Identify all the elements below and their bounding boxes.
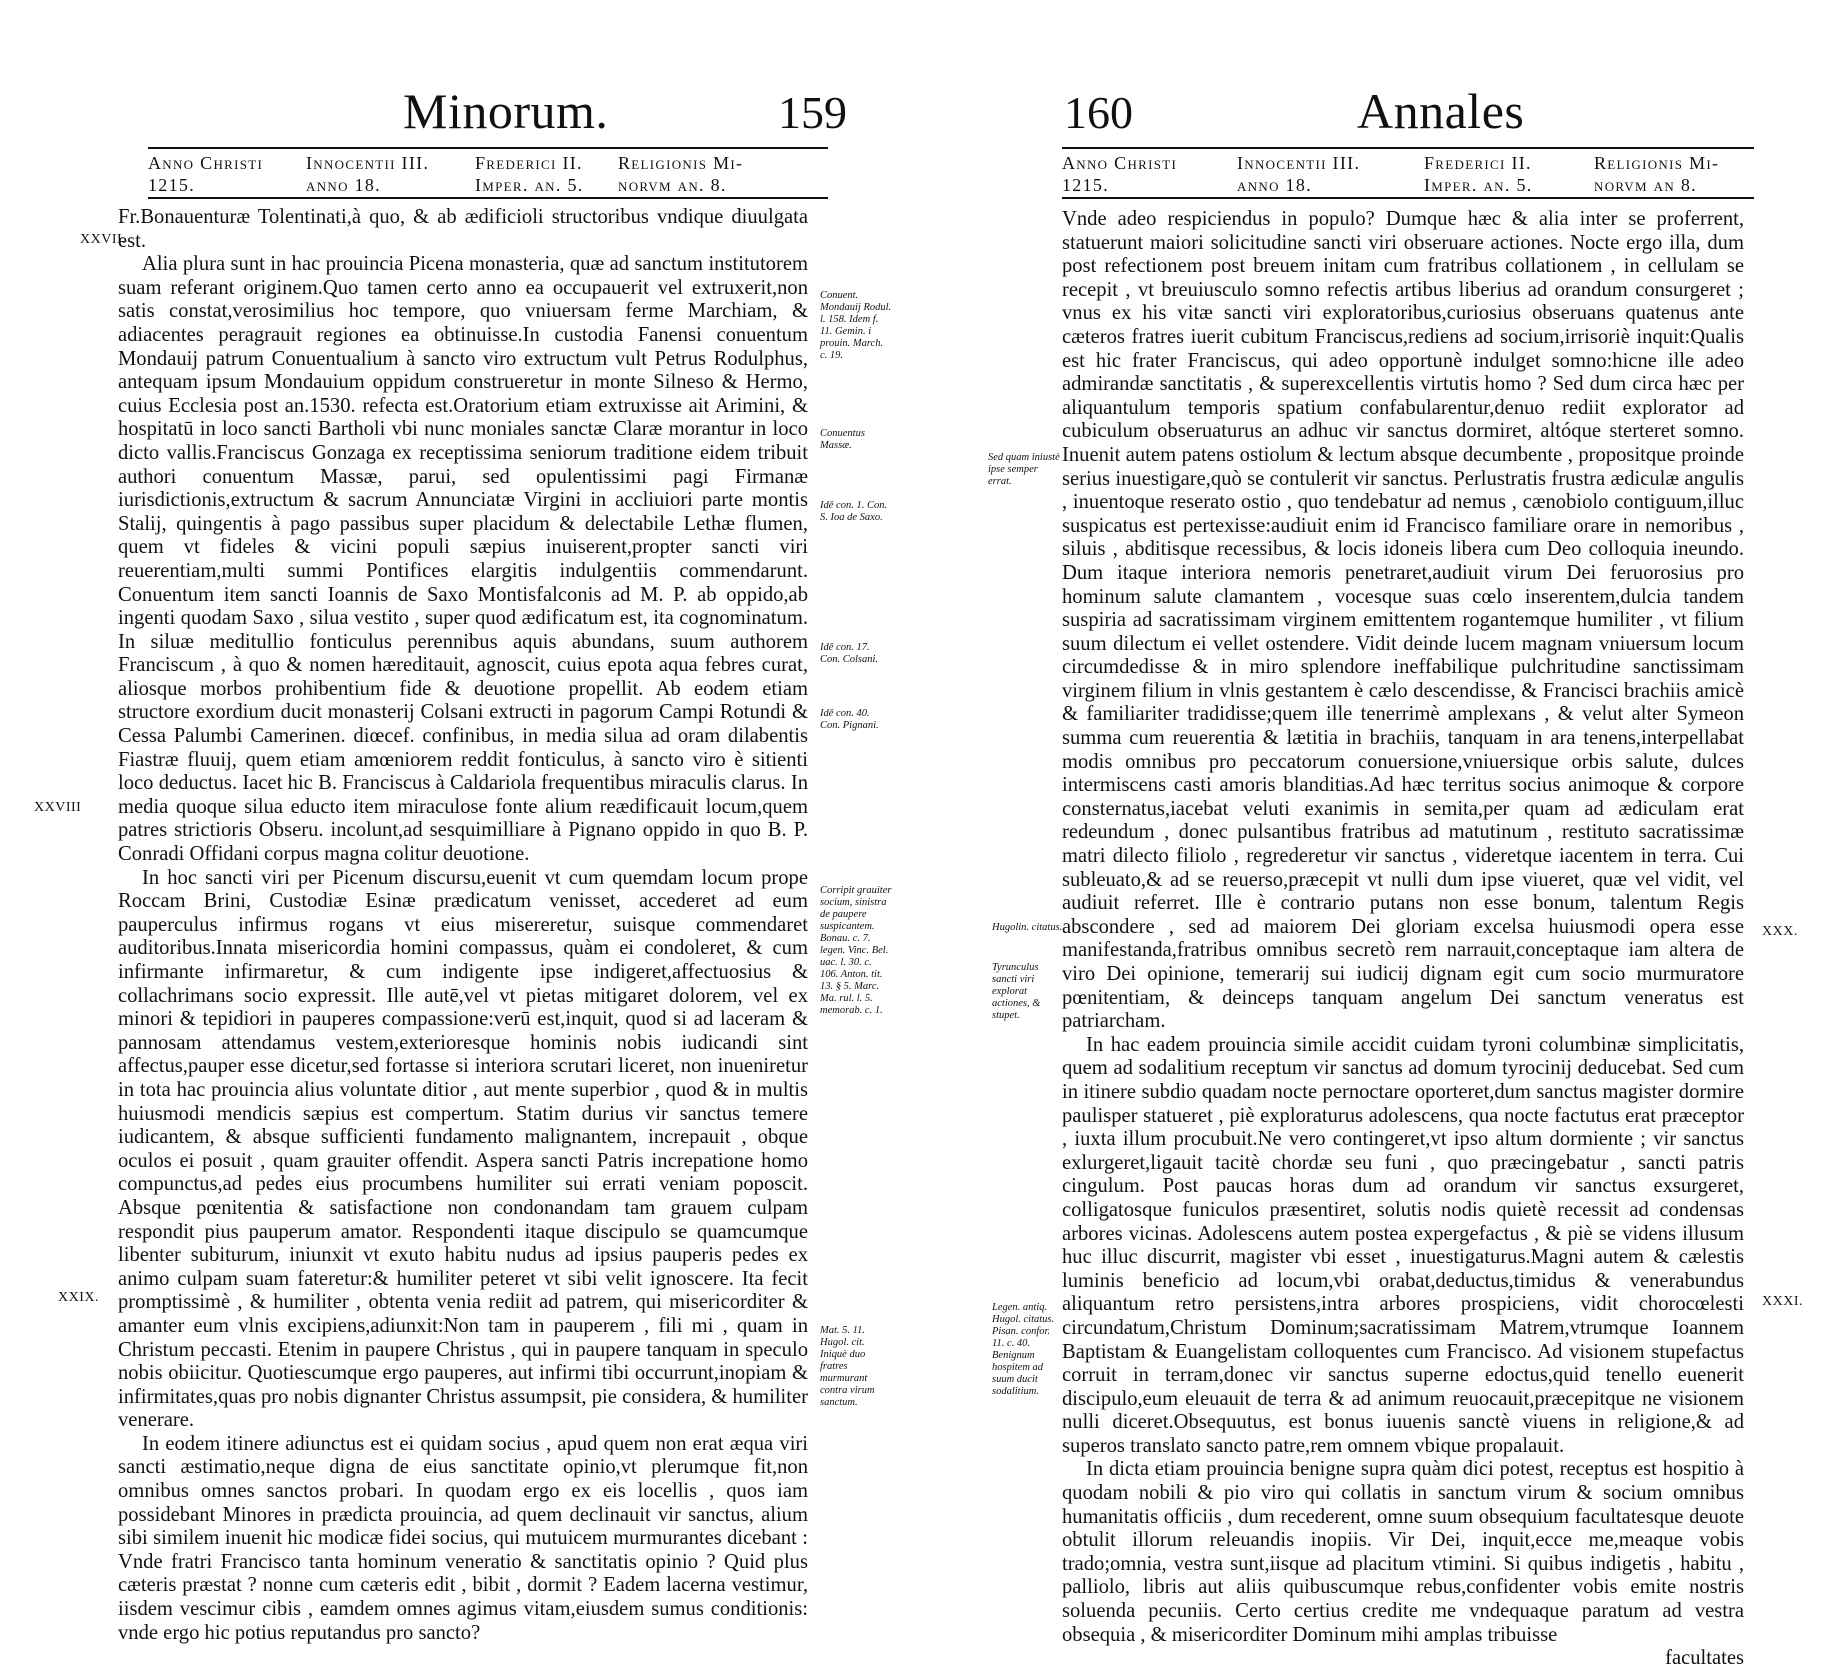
body-text	[1062, 208, 1744, 1671]
page-title: Minorum.	[403, 83, 609, 139]
header-frederici: Frederici II. Imper. an. 5.	[475, 153, 584, 195]
margin-note: Tyrunculus sancti viri explorat actiones, & stupet.	[992, 962, 1041, 1021]
section-number: XXVIII	[34, 800, 82, 815]
margin-note: Idē con. 1. Con. S. Ioa de Saxo.	[820, 500, 888, 523]
page-title: Annales	[1357, 83, 1525, 139]
header-innocentii: Innocentii III. anno 18.	[1237, 153, 1361, 195]
running-header	[148, 147, 828, 199]
page-number: 160	[1064, 87, 1133, 138]
margin-note: Corripit grauiter socium, sinistra de paupere suspicantem. Bonau. c. 7. legen. Vinc. Bel. uac. l. 30. c. 106. Anton. tit. 13. § 5. Marc. Ma. rul. l. 5. memorab. c. 1.	[820, 885, 892, 1016]
paragraph: Alia plura sunt in hac prouincia Picena monasteria, quæ ad sanctum institutorem suam referant originem.Quo tamen certo anno ea occupauerit vel extruxerit,non satis constat,verosimilius hoc tempore, quo vniuersam ferme Marchiam, & adiacentes peragrauit regiones ea obtinuisse.In custodia Fanensi conuentum Mondauij patrum Conuentualium à sancto viro extructum vult Petrus Rodulphus, antequam ipsum Mondauium oppidum construeretur in monte Silneso & Hermo, cuius Ecclesia post an.1530. refecta est.Oratorium etiam extruxisse ait Arimini, & hospitatū in loco sancti Bartholi vbi nunc moniales sanctæ Claræ morantur in loco dicto vallis.Franciscus Gonzaga ex receptissima seniorum traditione eidem tribuit authori conuentum Massæ, parui, sed opulentissimi pagi Firmanæ iurisdictionis,extructum & sacrum Annunciatæ Virgini in accliuiori parte montis Stalij, quingentis à pago passibus super placidum & delectabile Lethæ flumen, quem vt fideles & vicini populi sæpius inuiserent,propter sancti viri reuerentiam,multi summi Pontifices elargitis indulgentiis commendarunt. Conuentum item sancti Ioannis de Saxo Montisfalconis ad M. P. ab oppido,ab ingenti quodam Saxo , silua vestito , super quod ædificatum est, ita cognominatum. In siluæ meditullio fonticulus perennibus aquis abundans, suum authorem Franciscum , à quo & nomen hæreditauit, agnoscit, cuius epota aqua febres curat, aliosque morbos prohibentium fide & deuotione propellit. Ab eodem etiam structore exordium ducit monasterij Colsani extructi in pagorum Campi Rotundi & Cessa Palumbi Camerinen. diœcef. confinibus, in media silua ad oram dilabentis Fiastræ fluuij, quem etiam amœniorem reddit fonticulus, à sancto viro è sitienti loco deductus. Iacet hic B. Franciscus à Caldariola frequentibus miraculis clarus. In media quoque silua educto item miraculose fonte alium reædificauit locum,quem patres strictioris Obseru. incolunt,ad sesquimilliare à Pignano oppido in quo B. P. Conradi Offidani corpus magna colitur deuotione.	[118, 253, 808, 866]
header-religionis: Religionis Mi- norvm an 8.	[1594, 153, 1720, 195]
paragraph: In hac eadem prouincia simile accidit cuidam tyroni columbinæ simplicitatis, quem ad sodalitium receptum vir sanctus ad domum tyrocinij deducebat. Sed cum in itinere subdio quadam nocte pernoctare oporteret,dum sanctus magister dormire paulisper statueret , piè exploraturus adolescens, qua nocte factutus erat præceptor , iuxta illum procubuit.Ne vero contingeret,vt ipso altum dormiente ; vir sanctus exlurgeret,ligauit tacitè chordæ seu funi , quo præcingebatur , sancti patris cingulum. Post paucas horas dum ad orandum vir sanctus exsurgeret, colligatosque funiculos præsentiret, solutis nodis quietè recessit ad condensas arbores vicinas. Adolescens autem postea expergefactus , & piè se videns illusum huc illuc discurrit, magister vbi esset , inuestigaturus.Magni autem & cælestis luminis beneficio ad locum,vbi orabat,deductus,timidus & venerabundus aliquantum retro persistens,intra arbores prospiciens, vidit chorocœlesti circundatum,Christum Dominum;sacratissimam Matrem,vtrumque Ioannem Baptistam & Euangelistam colloquentes cum Francisco. Ad visionem stupefactus corruit in terram,donec vir sanctus superne edoctus,quid tenello euenerit discipulo,eum eleuauit de terra & ad animum reuocauit,præcepitque ne visionem nulli diceret.Obsequutus, est bonus iuuenis sanctè viuens in religione,& ad superos translato sancto patre,rem omnem vbique propalauit.	[1062, 1033, 1744, 1457]
paragraph: Vnde adeo respiciendus in populo? Dumque hæc & alia inter se proferrent, statuerunt maiori solicitudine sancti viri obseruare actiones. Nocte ergo illa, dum post refectionem post breuem initam cum fratribus collationem , in cellulam se recepit , vt breuiusculo somno refectis artibus liberius ad orandum consurgeret ; vnus ex his vitæ sancti viri exploratoribus,curiosius obseruans quatenus ante cæteros fratres iuerit cubitum Franciscus,rediens ad socium,irrisoriè inquit:Qualis est hic frater Franciscus, qui adeo opportunè indulget somno:hicne ille adeo admirandæ sanctitatis , & superexcellentis virtutis homo ? Sed dum circa hæc per aliquantulum temporis spatium confabularentur,denuo rediit explorator ad cubiculum obseruaturus an adhuc vir sanctus dormiret, altóque sterteret somno. Inuenit autem patens ostiolum & lectum absque decumbente , propositque proinde serius inuestigare,quò se contulerit vir sanctus. Perlustratis frustra ædiculæ angulis , inuentoque reserato ostio , quo tendebatur ad nemus , cænobiolo contiguum,illuc suspicatus est pertexisse:audiuit enim id Francisco familiare orare in nemoribus , siluis , abditisque recessibus, & locis idoneis libera cum Deo colloquia ineundo. Dum itaque interiora nemoris penetraret,audiuit virum Dei feruorosius pro hominum salute clamantem , vocesque suas cœlo inserentem,dulcia tandem suspiria ad sacratissimam virginem emittentem rogantemque humiliter , vt filium suum dilectum ei vellet ostendere. Vidit deinde lucem magnam vniuersum locum circumdedisse & in miro splendore ineffabilique pulchritudine sanctissimam virginem filium in vlnis gestantem è cælo descendisse, & Francisci brachiis amicè & familiariter tradidisse;quem ille tenerrimè amplexans , & velut alter Symeon summa cum reuerentia & lætitia in brachiis, tanquam in ara tenens,interpellabat modis omnibus pro peccatorum conuersione,vniuersique orbis salute, dulces intermiscens casti amoris blanditias.Ad hæc territus socius animoque & corpore consternatus,iacebat veluti exanimis in semita,per quam ad ædiculam erat redeundum , donec pulsantibus fratribus ad matutinum , restituto sacratissimæ matri dilecto filiolo , regrederetur vir sanctus , videretque iacentem in terra. Cui subleuato,& ad se reuerso,præcepit vt nulli dum ipse viueret, quæ vel vidit, vel audiuit referret. Ille è contrario putans non esse bonum, talentum Regis abscondere , sed ad maiorem Dei gloriam excelsa huiusmodi opera esse manifestanda,fratribus omnibus secretò rem narrauit,conceptaque iam altera de viro Dei opinione, temerarij sui iudicij dignam egit cum socio murmuratore pœnitentiam, & deinceps tanquam angelum Dei sanctum veneratus est patriarcham.	[1062, 208, 1744, 1033]
margin-note: Idē con. 40. Con. Pignani.	[820, 708, 879, 731]
header-religionis: Religionis Mi- norvm an. 8.	[618, 153, 744, 195]
right-page	[988, 0, 1822, 1670]
section-number: XXXI.	[1762, 1294, 1803, 1309]
paragraph: In dicta etiam prouincia benigne supra quàm dici potest, receptus est hospitio à quodam nobili & pio viro qui collatis in sanctum virum & socium omnibus humanitatis officiis , dum recederent, omne suum obsequium facultatesque deuote obtulit illorum releuandis inopiis. Vir Dei, inquit,ecce me,meaque vobis trado;omnia, vestra sunt,iisque ad placitum vtimini. Si quibus indigetis , habitu , palliolo, libris aut aliis quibuscumque rebus,confidenter vobis emite nostris soluenda pecuniis. Certo certius credite me vndequaque paratum ad vestra obsequia , & misericorditer Dominum mihi amplas tribuisse	[1062, 1458, 1744, 1646]
margin-note: Conuentus Massæ.	[820, 428, 865, 451]
header-anno-christi: Anno Christi 1215.	[1062, 153, 1178, 195]
left-page	[0, 0, 911, 1644]
section-number: XXIX.	[58, 1290, 99, 1305]
body-text	[118, 206, 808, 1645]
margin-note: Mat. 5. 11. Hugol. cit. Iniquè duo fratres murmurant contra virum sanctum.	[820, 1325, 875, 1408]
paragraph: Fr.Bonauenturæ Tolentinati,à quo, & ab ædificioli structoribus vndique diuulgata est.	[118, 206, 808, 252]
margin-note: Sed quam iniustè ipse semper errat.	[988, 452, 1060, 487]
catchword: facultates	[1665, 1647, 1744, 1670]
section-number: XXX.	[1762, 924, 1798, 939]
section-number: XXVII.	[80, 232, 127, 247]
header-innocentii: Innocentii III. anno 18.	[306, 153, 430, 195]
margin-note: Hugolin. citatus.	[992, 922, 1063, 933]
header-frederici: Frederici II. Imper. an. 5.	[1424, 153, 1533, 195]
running-header	[1062, 147, 1754, 199]
paragraph: In eodem itinere adiunctus est ei quidam socius , apud quem non erat æqua viri sancti æstimatio,neque digna de eius sanctitate opinio,vt plerumque fit,non omnibus omnes sanctos probari. In quodam ergo ex eis locellis , quos iam possidebant Minores in prædicta prouincia, ad quem declinauit vir sanctus, alium sibi similem inuenit hic modicæ fidei socius, qui mutuicem murmurantes dicebant : Vnde fratri Francisco tanta hominum veneratio & sanctitatis opinio ? Quid plus cæteris præstat ? nonne cum cæteris edit , bibit , dormit ? Eadem lacerna vestimur, iisdem vescimur cibis , eamdem omnes agimus vitam,eiusdem sumus conditionis: vnde ergo hic potius reputandus pro sancto?	[118, 1432, 808, 1644]
header-anno-christi: Anno Christi 1215.	[148, 153, 264, 195]
margin-note: Idē con. 17. Con. Colsani.	[820, 642, 879, 665]
margin-note: Legen. antiq. Hugol. citatus. Pisan. confor. 11. c. 40. Benignum hospitem ad suum ducit sodalitium.	[992, 1302, 1055, 1397]
paragraph: In hoc sancti viri per Picenum discursu,euenit vt cum quemdam locum prope Roccam Brini, Custodiæ Esinæ prædicatum venisset, accederet ad eum pauperculus infirmus rogans vt eius misereretur, suisque commendaret auditoribus.Innata misericordia homini compassus, quàm ei condoleret, & cum infirmante infirmaretur, & cum indigente ipse indigeret,affectuosius & collachrimans socio expressit. Ille autē,vel vt pietas mitigaret dolorem, vel ex minori & tepidiori in pauperes compassione:verū est,inquit, quod si ad laceram & pannosam attendamus vestem,exterioresque hominis nobis iudicandi sint affectus,pauper esse dicetur,sed fortasse si interiora scrutari liceret, non inueniretur in tota hac prouincia alius voluntate ditior , aut mente superbior , quod & in multis huiusmodi mendicis sæpius est compertum. Statim durius vir sanctus temere iudicantem, & absque sufficienti fundamento malignantem, increpauit , obque oculos ei posuit , quam grauiter offendit. Aspera sancti Patris increpatione homo compunctus,ad pedes eius procumbens humiliter sui errati veniam poposcit. Absque pœnitentia & satisfactione non condonandam tam grauem culpam respondit pius pauperum amator. Respondenti itaque discipulo se quamcumque libenter subiturum, iniunxit vt exuto habitu nudus ad ipsius pauperis pedes ex animo culpam suam fateretur:& humiliter peteret vt sibi velit ignoscere. Ita fecit promptissimè , & humiliter , obtenta venia rediit ad patrem, qui misericorditer & amanter eum vlnis excipiens,adiunxit:Non tam in pauperem , fili mi , quam in Christum peccasti. Etenim in paupere Christus , qui in paupere tanquam in speculo nobis obiicitur. Quotiescumque ergo pauperes, aut infirmi tibi occurrunt,inopiam & infirmitates,quas pro nobis dignanter Christus assumpsit, pie considera, & humiliter venerare.	[118, 866, 808, 1432]
page-number: 159	[778, 87, 847, 138]
margin-note: Conuent. Mondauij Rodul. l. 158. Idem f. 11. Gemin. i prouin. March. c. 19.	[820, 290, 892, 361]
